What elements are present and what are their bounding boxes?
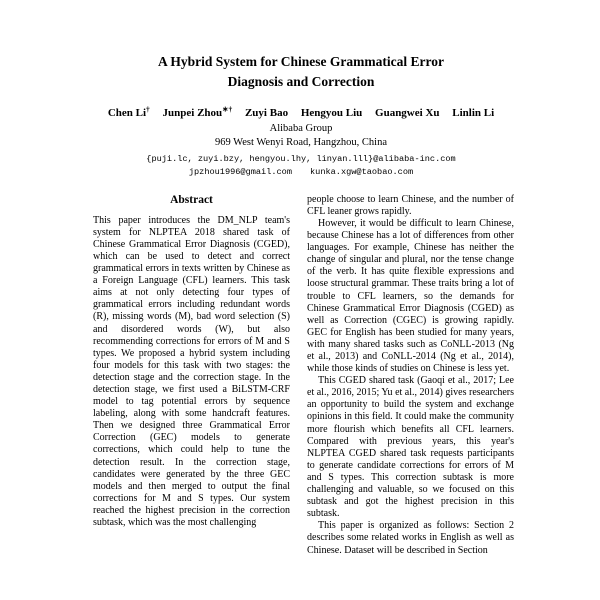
address: 969 West Wenyi Road, Hangzhou, China bbox=[214, 137, 388, 149]
author bbox=[375, 107, 440, 119]
abstract-text: This paper introduces the DM_NLP team's system for NLPTEA 2018 shared task of Chinese Grammatical Error Diagnosis (CGED), which can be used to detect and correct grammatical errors in texts written by Chinese as a Foreign Language (CFL) learners. This task aims at not only detecting four types of grammatical errors including redundant words (R), missing words (M), bad word selection (S) and disordered words (W), but also recommending corrections for errors of M and S types. We proposed a hybrid system including four models for this task with two stages: the detection stage and the correction stage. In the detection stage, we first used a BiLSTM-CRF model to tag potential errors by sequence labeling, along with some handcraft features. Then we designed three Grammatical Error Correction (GEC) models to generate corrections, which could help to tune the detection result. In the correction stage, candidates were generated by the three GEC models and then merged to output the final corrections for M and S types. Our system reached the highest precision in the correction subtask, which was the most challenging bbox=[93, 214, 290, 529]
affiliation-block bbox=[88, 122, 514, 151]
author-name: Zuyi Bao bbox=[244, 106, 289, 119]
email-line-1: {puji.lc, zuyi.bzy, hengyou.lhy, linyan.lll}@alibaba-inc.com bbox=[146, 154, 456, 165]
two-column-body bbox=[88, 194, 514, 557]
paper-title: A Hybrid System for Chinese Grammatical Error Diagnosis and Correction bbox=[158, 54, 444, 89]
author bbox=[107, 104, 150, 119]
affiliation: Alibaba Group bbox=[269, 122, 333, 134]
email-line-2 bbox=[88, 166, 514, 179]
email-taobao: kunka.xgw@taobao.com bbox=[310, 167, 414, 178]
abstract-heading: Abstract bbox=[170, 193, 213, 206]
author bbox=[245, 107, 288, 119]
right-column bbox=[307, 194, 514, 557]
body-paragraph: This CGED shared task (Gaoqi et al., 2017; Lee et al., 2016, 2015; Yu et al., 2014) gives researchers an opportunity to build the system and exchange opinions in this field. It could make the community more flourish which benefits all CFL learners. Compared with previous years, this year's NLPTEA CGED shared task requests participants to generate candidate corrections for errors of M and S types. This correction subtask is more challenging and valuable, so we focused on this subtask and got the highest precision in this subtask. bbox=[307, 375, 514, 520]
author-name: Chen Li bbox=[107, 106, 147, 119]
body-paragraph: However, it would be difficult to learn Chinese, because Chinese has a lot of differences from other languages. For example, Chinese has neither the change of singular and plural, nor the tense change of the verb. It has quite flexible expressions and loose structural grammar. These traits bring a lot of trouble to CFL learners, so the demands for Chinese Grammatical Error Diagnosis (CGED) as well as Correction (CGEC) is growing rapidly. GEC for English has been studied for many years, with many shared tasks such as CoNLL-2013 (Ng et al., 2013) and CoNLL-2014 (Ng et al., 2014), while those kinds of studies on Chinese is less yet. bbox=[307, 217, 514, 375]
email-block bbox=[88, 153, 514, 180]
author bbox=[452, 107, 494, 119]
author-name: Linlin Li bbox=[452, 106, 495, 119]
author-name: Guangwei Xu bbox=[375, 106, 440, 119]
left-column bbox=[88, 194, 295, 557]
author-superscript: ∗† bbox=[222, 104, 233, 114]
author-superscript: † bbox=[146, 104, 150, 114]
author-name: Hengyou Liu bbox=[300, 106, 363, 119]
author-line bbox=[88, 104, 514, 119]
body-paragraph: This paper is organized as follows: Section 2 describes some related works in English as well as Chinese. Dataset will be described in Section bbox=[307, 520, 514, 556]
author bbox=[301, 107, 362, 119]
author bbox=[162, 104, 233, 119]
author-name: Junpei Zhou bbox=[162, 106, 223, 119]
email-gmail: jpzhou1996@gmail.com bbox=[188, 167, 292, 178]
body-paragraph: people choose to learn Chinese, and the number of CFL leaner grows rapidly. bbox=[307, 193, 514, 217]
